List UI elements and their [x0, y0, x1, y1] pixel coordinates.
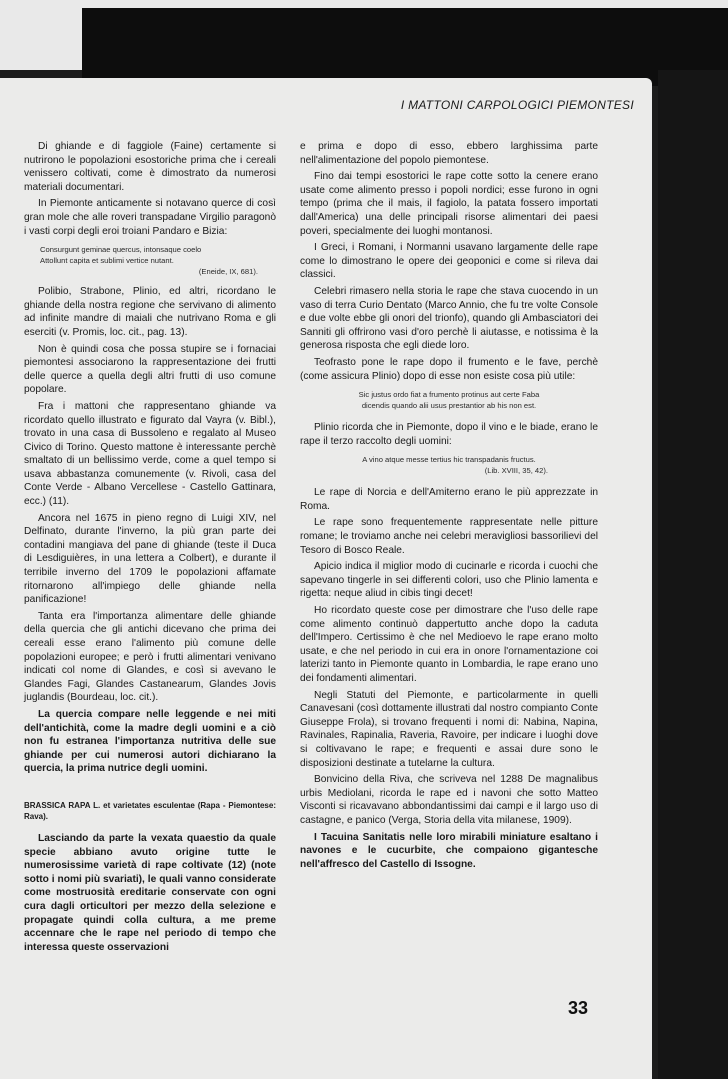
paragraph: Ho ricordato queste cose per dimostrare che l'uso delle rape come alimento continuò dappertutto anche dopo la caduta dell'Impero. Certissimo è che nel Medioevo le rape erano molto usate, e che nel periodo in cui era in onore l'ornamentazione coi laterizi tanto in Piemonte quanto in Lombardia, le rape erano uno dei fondamenti alimentari. — [300, 605, 598, 684]
scan-shadow-top — [82, 8, 728, 86]
paragraph: I Tacuina Sanitatis nelle loro mirabili miniature esaltano i navones e le cucurbite, che compaiono gigantesche nell'affresco del Castello di Issogne. — [300, 831, 598, 870]
paragraph: Ancora nel 1675 in pieno regno di Luigi XIV, nel Delfinato, durante l'inverno, la più gran parte dei contadini mangiava del pane di ghiande (teste il Duca di Lesdiguières, in una lettera a Colbert), e durante il terribile inverno del 1709 le popolazioni affamate ritornarono all'impiego delle ghiande nella panificazione! — [24, 512, 276, 606]
latin-quotation — [300, 454, 598, 476]
verse-line: A vino atque messe tertius hic transpadanis fructus. — [362, 455, 536, 465]
right-column — [300, 140, 598, 874]
paragraph: Teofrasto pone le rape dopo il frumento e le fave, perchè (come assicura Plinio) dopo di esse non esiste cosa più utile: — [300, 356, 598, 382]
paragraph: Fino dai tempi esostorici le rape cotte sotto la cenere erano usate come alimento presso i popoli nordici; esse furono in ogni tempo (prima che il mais, il fagiolo, la patata fossero importati dall'America) una delle principali risorse alimentari dei paesi poveri, specialmente dei luoghi montanosi. — [300, 171, 598, 237]
paragraph: Non è quindi cosa che possa stupire se i fornaciai piemontesi associarono la rappresentazione dei frutti delle querce a quella degli altri frutti di uso comune popolare. — [24, 343, 276, 396]
paragraph: I Greci, i Romani, i Normanni usavano largamente delle rape come lo dimostrano le opere dei geoponici e come si rileva dai classici. — [300, 242, 598, 281]
section-heading: BRASSICA RAPA L. et varietates esculentae (Rapa - Piemontese: Rava). — [24, 800, 276, 821]
running-header: I MATTONI CARPOLOGICI PIEMONTESI — [400, 98, 634, 112]
verse-line: Sic justus ordo fiat a frumento protinus aut certe Faba — [358, 390, 540, 400]
paragraph: Di ghiande e di faggiole (Faine) certamente si nutrirono le popolazioni esostoriche prima che i cereali venissero coltivati, come è dimostrato da numerosi materiali documentari. — [24, 141, 276, 193]
left-column — [24, 140, 276, 957]
verse-line: dicendis quando alii usus prestantior ab his non est. — [361, 401, 537, 411]
book-page — [0, 78, 652, 1079]
paragraph: Celebri rimasero nella storia le rape che stava cuocendo in un vaso di terra Curio Dentato (Marco Annio, che fu tre volte Console e due volte ebbe gli onori del trionfo), quando gli Ambasciatori dei Sanniti gli offrirono vasi d'oro perchè li aiutasse, e notissima è la generosa risposta che egli diede loro. — [300, 285, 598, 352]
latin-quotation — [300, 389, 598, 411]
paragraph: Plinio ricorda che in Piemonte, dopo il vino e le biade, erano le rape il terzo raccolto degli uomini: — [300, 422, 598, 447]
paragraph: Apicio indica il miglior modo di cucinarle e ricorda i cuochi che sapevano tingerle in sei differenti colori, uso che Plinio lamenta e rigetta: neque aliud in cibis tingi decet! — [300, 561, 598, 600]
paragraph: Bonvicino della Riva, che scriveva nel 1288 De magnalibus urbis Mediolani, ricorda le rape ed i navoni che sotto Matteo Visconti si ricavavano abbondantissimi dai campi e il largo uso di castagne, e panico (Verga, Storia della vita milanese, 1909). — [300, 774, 598, 826]
verse-line: Attollunt capita et sublimi vertice nutant. — [40, 256, 174, 266]
paragraph: Negli Statuti del Piemonte, e particolarmente in quelli Canavesani (così dottamente illustrati dal nostro compianto Conte Giuseppe Frola), si trovano frequenti i nomi di: Nabina, Napina, Ravinales, Rapinalia, Raveria, Ravoire, per indicare i luoghi dove si coltivavano le rape; e frequenti e assai dure sono le disposizioni destinate a tutelarne la cultura. — [300, 689, 598, 769]
paragraph: Polibio, Strabone, Plinio, ed altri, ricordano le ghiande della nostra regione che servivano di alimento ad infinite mandre di maiali che nutrivano Roma e gli eserciti (v. Promis, loc. cit., pag. 13). — [24, 286, 276, 338]
verse-source: (Lib. XVIII, 35, 42). — [484, 466, 548, 476]
paragraph: La quercia compare nelle leggende e nei miti dell'antichità, come la madre degli uomini e a ciò non fu estranea l'importanza nutritiva delle sue ghiande per cui numerosi autori dichiarano la quercia, la prima nutrice degli uomini. — [24, 708, 276, 775]
paragraph: Lasciando da parte la vexata quaestio da quale specie abbiano avuto origine tutte le numerosissime varietà di rape coltivate (12) (note sotto i nomi più svariati), le quali vanno considerate come mostruosità ereditarie conservate con ogni cura dagli orticultori per mezzo della selezione e propagate quindi colla cultura, a me preme accennare che le rape nel periodo di tempo che interessa queste osservazioni — [24, 832, 276, 953]
paragraph: Tanta era l'importanza alimentare delle ghiande della quercia che gli antichi dicevano che prima dei cereali esse erano l'alimento più comune delle popolazioni europee; e però i frutti alimentari venivano indicati col nome di Glandes, e così si avevano le Glandes Fagi, Glandes Castanearum, Glandes Jovis juglandis (Bourdeau, loc. cit.). — [24, 610, 276, 704]
latin-quotation — [40, 244, 276, 277]
paragraph: Le rape di Norcia e dell'Amiterno erano le più apprezzate in Roma. — [300, 487, 598, 512]
paragraph: Le rape sono frequentemente rappresentate nelle pitture romane; le troviamo anche nei celebri meravigliosi bassorilievi del Tesoro di Bosco Reale. — [300, 517, 598, 556]
verse-source: (Eneide, IX, 681). — [198, 267, 258, 277]
paragraph: e prima e dopo di esso, ebbero larghissima parte nell'alimentazione del popolo piemontese. — [300, 141, 598, 166]
scan-shadow-right — [658, 70, 728, 1079]
paragraph: Fra i mattoni che rappresentano ghiande va ricordato quello illustrato e figurato dal Vayra (v. Bibl.), trovato in una casa di Bussoleno e regalato al Museo Civico di Torino. Questo mattone è interessante perchè smaltato di un bellissimo verde, come a quel tempo si usava abbastanza comunemente (v. Rivoli, casa del Conte Verde - Albano Vercellese - Castello Gattinara, ecc.) (11). — [24, 400, 276, 508]
verse-line: Consurgunt geminae quercus, intonsaque coelo — [40, 245, 202, 255]
paragraph: In Piemonte anticamente si notavano querce di così gran mole che alle roveri transpadane Virgilio paragonò i vasti corpi degli eroi troiani Pandaro e Bizia: — [24, 198, 276, 237]
page-number: 33 — [567, 998, 588, 1018]
